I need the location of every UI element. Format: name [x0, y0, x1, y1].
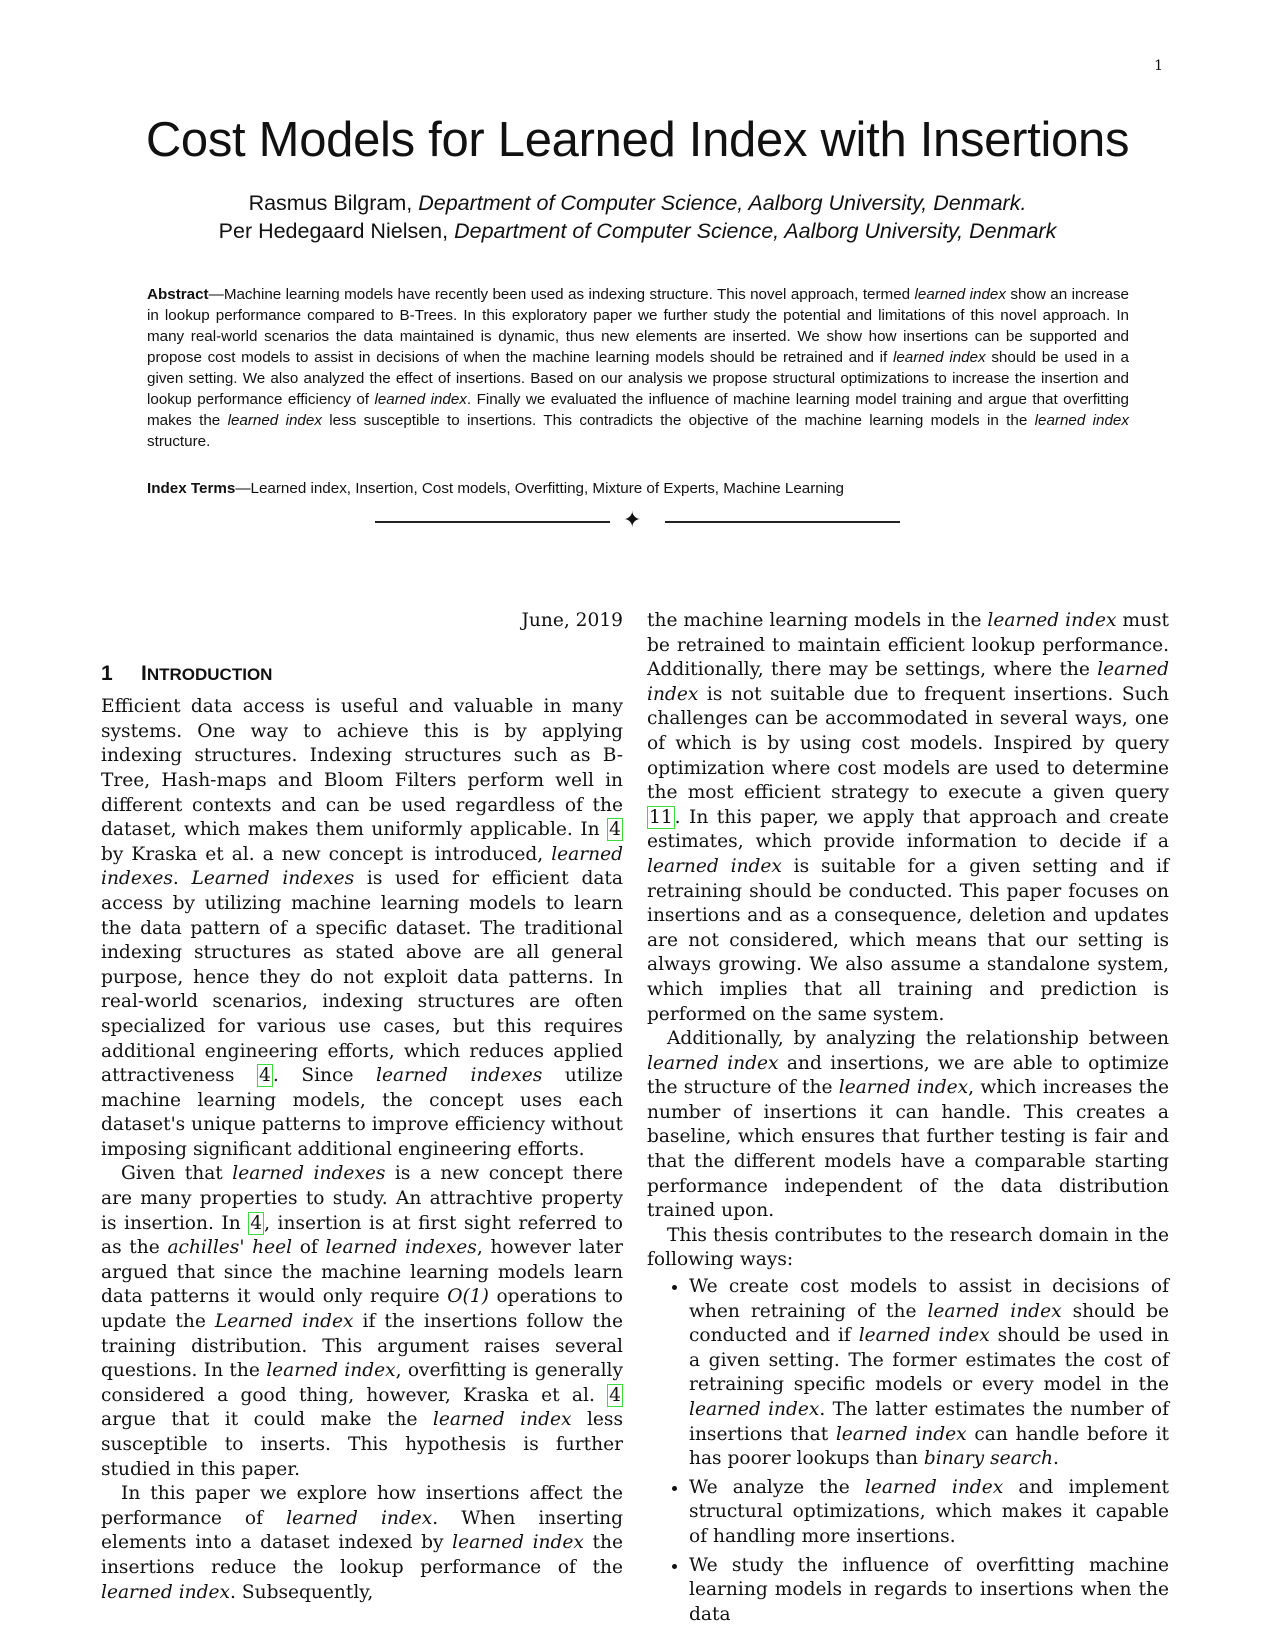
date: June, 2019	[521, 610, 623, 631]
index-terms-label: Index Terms	[147, 480, 236, 497]
section-number: 1	[101, 661, 113, 685]
index-terms	[147, 478, 1129, 499]
citation-link[interactable]: 4	[609, 1384, 621, 1406]
term: learned index	[374, 391, 467, 408]
section-heading	[101, 662, 623, 688]
list-item: • We study the influence of overfitting machine learning models in regards to insertions when the data	[689, 1554, 1169, 1628]
citation-link[interactable]: 4	[609, 819, 621, 841]
left-column	[101, 609, 623, 1605]
citation-link[interactable]: 11	[649, 806, 673, 828]
paragraph: In this paper we explore how insertions affect the performance of learned index. When inserting elements into a dataset indexed by learned index the insertions reduce the lookup performance of the learned index. Subsequently,	[101, 1483, 624, 1603]
author-line-2: Per Hedegaard Nielsen, Department of Computer Science, Aalborg University, Denmark	[218, 219, 1057, 243]
paragraph: Efficient data access is useful and valuable in many systems. One way to achieve this is by applying indexing structures. Indexing structures such as B-Tree, Hash-maps and Bloom Filters perform well in different contexts and can be used regardless of the dataset, which makes them uniformly applicable. In 4 by Kraska et al. a new concept is introduced, learned indexes. Learned indexes is used for efficient data access by utilizing machine learning models to learn the data pattern of a specific dataset. The traditional indexing structures as stated above are all general purpose, hence they do not exploit data patterns. In real-world scenarios, indexing structures are often specialized for various use cases, but this requires additional engineering efforts, which reduces applied attractiveness 4 . Since learned indexes utilize machine learning models, the concept uses each dataset's unique patterns to improve efficiency without imposing significant additional engineering efforts.	[101, 696, 623, 1160]
section-divider	[375, 508, 900, 533]
authors-block	[0, 189, 1275, 245]
abstract-text: structure.	[147, 433, 211, 450]
abstract	[147, 284, 1129, 452]
index-terms-text: —Learned index, Insertion, Cost models, Overfitting, Mixture of Experts, Machine Learning	[235, 480, 844, 497]
contribution-list	[647, 1275, 1169, 1627]
divider-line	[665, 521, 900, 523]
diamond-star-icon: ✦	[623, 508, 642, 533]
author-line-1: Rasmus Bilgram, Department of Computer Science, Aalborg University, Denmark.	[248, 191, 1027, 215]
term: learned index	[914, 286, 1006, 303]
citation-link[interactable]: 4	[259, 1065, 271, 1087]
paragraph: Given that learned indexes is a new concept there are many properties to study. An attrachtive property is insertion. In 4 , insertion is at first sight referred to as the achilles' heel of learned indexes, however later argued that since the machine learning models learn data patterns it would only require O(1) operations to update the Learned index if the insertions follow the training distribution. This argument raises several questions. In the learned index, overfitting is generally considered a good thing, however, Kraska et al. 4 argue that it could make the learned index less susceptible to inserts. This hypothesis is further studied in this paper.	[101, 1163, 624, 1480]
abstract-text: show an increase in lookup performance compared to B-Trees. In this exploratory paper we further study the potential and limitations of this novel approach. In many real-world scenarios the data maintained is dynamic, thus new elements are inserted. We show how insertions can be supported and propose cost models to assist in decisions of when the machine learning models should be retrained and if	[147, 286, 1129, 366]
abstract-text: should be used in a given setting. We also analyzed the effect of insertions. Based on our analysis we propose structural optimizations to increase the insertion and lookup performance efficiency of	[147, 349, 1129, 408]
list-item: • We analyze the learned index and implement structural optimizations, which makes it capable of handling more insertions.	[689, 1476, 1169, 1550]
divider-line	[375, 521, 610, 523]
term: learned index	[892, 349, 986, 366]
author-affiliation: Department of Computer Science, Aalborg University, Denmark.	[418, 191, 1027, 215]
list-item: • We create cost models to assist in decisions of when retraining of the learned index should be conducted and if learned index should be used in a given setting. The former estimates the cost of retraining specific models or every model in the learned index. The latter estimates the number of insertions that learned index can handle before it has poorer lookups than binary search.	[689, 1275, 1169, 1472]
right-column	[647, 609, 1169, 1631]
citation-link[interactable]: 4	[250, 1212, 263, 1234]
abstract-text: . Finally we evaluated the influence of machine learning model training and argue that overfitting makes the	[147, 391, 1129, 429]
term: learned index	[1034, 412, 1129, 429]
abstract-label: Abstract	[147, 286, 209, 303]
section-title: I	[141, 661, 147, 685]
paragraph: This thesis contributes to the research domain in the following ways:	[647, 1224, 1169, 1271]
term: learned index	[227, 412, 322, 429]
paper-title: Cost Models for Learned Index with Insertions	[145, 113, 1130, 167]
page-number: 1	[1154, 58, 1163, 74]
abstract-text: —Machine learning models have recently been used as indexing structure. This novel approach, termed	[208, 286, 915, 303]
paragraph: Additionally, by analyzing the relationship between learned index and insertions, we are able to optimize the structure of the learned index, which increases the number of insertions it can handle. This creates a baseline, which ensures that further testing is fair and that the different models have a comparable starting performance independent of the data distribution trained upon.	[647, 1028, 1169, 1222]
paragraph: the machine learning models in the learned index must be retrained to maintain efficient lookup performance. Additionally, there may be settings, where the learned index is not suitable due to frequent insertions. Such challenges can be accommodated in several ways, one of which is by using cost models. Inspired by query optimization where cost models are used to determine the most efficient strategy to execute a given query 11 . In this paper, we apply that approach and create estimates, which provide information to decide if a learned index is suitable for a given setting and if retraining should be conducted. This paper focuses on insertions and as a consequence, deletion and updates are not considered, which means that our setting is always growing. We also assume a standalone system, which implies that all training and prediction is performed on the same system.	[647, 610, 1170, 1025]
abstract-text: less susceptible to insertions. This contradicts the objective of the machine learning models in the	[321, 412, 1035, 429]
author-name: Rasmus Bilgram	[248, 191, 407, 215]
author-name: Per Hedegaard Nielsen	[218, 219, 443, 243]
author-affiliation: Department of Computer Science, Aalborg University, Denmark	[454, 219, 1057, 243]
section-title: NTRODUCTION	[146, 664, 273, 684]
